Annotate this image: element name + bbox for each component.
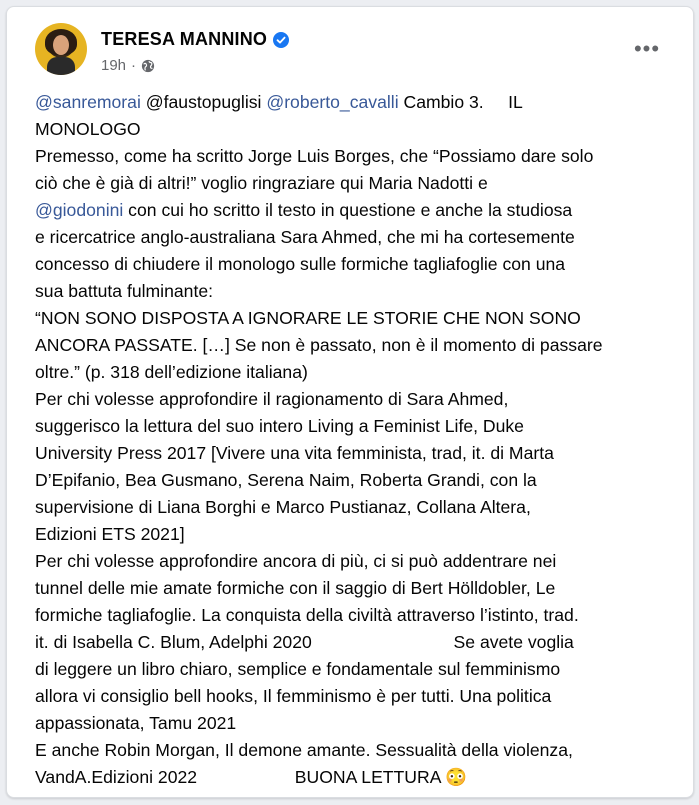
post-text-line [35,170,675,197]
text-segment: Per chi volesse approfondire ancora di più, ci si può addentrare nei [35,551,557,571]
globe-icon[interactable] [141,59,155,73]
text-segment: E anche Robin Morgan, Il demone amante. Sessualità della violenza, [35,740,573,760]
post-text-line [35,467,675,494]
post-text-line [35,710,675,737]
post-text-line [35,629,675,656]
post-text-line [35,764,675,791]
post-text-line [35,440,675,467]
post-text-line [35,224,675,251]
post-text-line [35,197,675,224]
text-segment: supervisione di Liana Borghi e Marco Pustianaz, Collana Altera, [35,497,531,517]
text-segment: it. di Isabella C. Blum, Adelphi 2020 Se avete voglia [35,632,574,652]
post-text-line [35,494,675,521]
text-segment: allora vi consiglio bell hooks, Il femminismo è per tutti. Una politica [35,686,552,706]
post-text-line [35,602,675,629]
more-options-icon[interactable]: ••• [633,36,661,61]
mention-link[interactable]: @roberto_cavalli [266,92,399,112]
post-meta [101,57,155,74]
text-segment: ciò che è già di altri!” voglio ringraziare qui Maria Nadotti e [35,173,488,193]
author-name[interactable]: TERESA MANNINO [101,29,268,49]
verified-badge-icon [273,32,289,48]
post-text-line [35,386,675,413]
post-text-line [35,575,675,602]
text-segment: appassionata, Tamu 2021 [35,713,237,733]
post-text-line [35,737,675,764]
text-segment: “NON SONO DISPOSTA A IGNORARE LE STORIE CHE NON SONO [35,308,581,328]
text-segment: di leggere un libro chiaro, semplice e fondamentale sul femminismo [35,659,561,679]
mention-link[interactable]: @giodonini [35,200,124,220]
text-segment: e ricercatrice anglo-australiana Sara Ahmed, che mi ha cortesemente [35,227,575,247]
text-segment: concesso di chiudere il monologo sulle formiche tagliafoglie con una [35,254,566,274]
text-segment: tunnel delle mie amate formiche con il saggio di Bert Hölldobler, Le [35,578,556,598]
post-header [35,23,665,79]
text-segment: University Press 2017 [Vivere una vita femminista, trad, it. di Marta [35,443,554,463]
meta-separator: · [131,57,137,74]
text-segment: Premesso, come ha scritto Jorge Luis Borges, che “Possiamo dare solo [35,146,594,166]
post-text-line [35,305,675,332]
post-text-line [35,521,675,548]
text-segment: oltre.” (p. 318 dell’edizione italiana) [35,362,308,382]
post-text-line [35,89,675,116]
post-text-line [35,656,675,683]
text-segment: Cambio 3. IL [398,92,523,112]
post-text-line [35,116,675,143]
text-segment: ANCORA PASSATE. […] Se non è passato, non è il momento di passare [35,335,603,355]
author-avatar[interactable] [35,23,87,75]
text-segment: formiche tagliafoglie. La conquista della civiltà attraverso l’istinto, trad. [35,605,579,625]
text-segment: @faustopuglisi [140,92,267,112]
post-text-line [35,278,675,305]
text-segment: Edizioni ETS 2021] [35,524,185,544]
text-segment: sua battuta fulminante: [35,281,214,301]
post-timestamp[interactable]: 19h [101,57,127,74]
post-text-line [35,332,675,359]
flushed-face-emoji: 😳 [445,767,468,787]
post-text-line [35,143,675,170]
post-text-line [35,251,675,278]
post-text [35,89,675,791]
text-segment: suggerisco la lettura del suo intero Living a Feminist Life, Duke [35,416,524,436]
text-segment: Per chi volesse approfondire il ragionamento di Sara Ahmed, [35,389,509,409]
post-card [6,6,694,798]
text-segment: VandA.Edizioni 2022 BUONA LETTURA [35,767,446,787]
post-text-line [35,683,675,710]
author-row [101,29,289,50]
post-text-line [35,413,675,440]
text-segment: D’Epifanio, Bea Gusmano, Serena Naim, Roberta Grandi, con la [35,470,537,490]
text-segment: MONOLOGO [35,119,141,139]
mention-link[interactable]: @sanremorai [35,92,141,112]
text-segment: con cui ho scritto il testo in questione e anche la studiosa [123,200,573,220]
post-text-line [35,548,675,575]
post-text-line [35,359,675,386]
